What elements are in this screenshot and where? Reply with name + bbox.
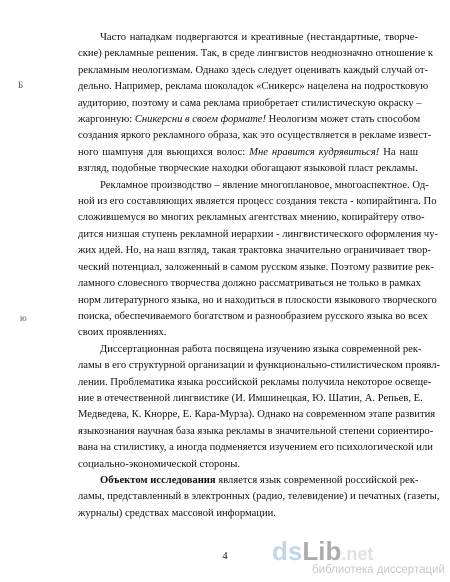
text-line: ние в отечественной лингвистике (И. Имшинецкая, Ю. Шатин, А. Репьев, Е.: [78, 392, 423, 404]
text-line: ламы в его структурной организации и функционально-стилистическом проявл-: [78, 360, 441, 372]
body-text: [78, 30, 441, 522]
text-line: дится низшая ступень рекламной иерархии - лингвистического оформления чу-: [78, 228, 439, 240]
watermark-net: .net: [341, 544, 374, 564]
text-fragment: На наш: [379, 146, 418, 158]
text-fragment: является язык современной российской рек-: [215, 474, 419, 486]
text-line: Медведева, К. Кнорре, Е. Кара-Мурза). Однако на современном этапе развития: [78, 409, 436, 421]
text-line: [78, 112, 421, 128]
text-line: ламы, представленный в электронных (радио, телевидение) и печатных (газеты,: [78, 491, 440, 503]
text-line: норм литературного языка, но и находиться в плоскости языкового творческого: [78, 294, 437, 306]
text-line: языкознания научная база языка рекламы в значительной степени сориентиро-: [78, 425, 434, 437]
page-number: 4: [222, 551, 228, 562]
text-line: [78, 145, 418, 161]
text-line: ские) рекламные решения. Так, в среде лингвистов неоднозначно отношение к: [78, 48, 434, 60]
text-line: Диссертационная работа посвящена изучению языка современной рек-: [100, 343, 422, 355]
text-line: создания яркого рекламного образа, как это осуществляется в рекламе извест-: [78, 130, 432, 142]
text-line: поиска, обеспечиваемого богатством и разнообразием русского языка во всех: [78, 310, 428, 322]
text-fragment: Неологизм может стать способом: [266, 114, 421, 126]
watermark-ds: ds: [272, 536, 303, 566]
bold-term: Объектом исследования: [100, 474, 216, 486]
watermark-subtitle: библиотека диссертаций: [312, 564, 445, 576]
text-line: рекламным неологизмам. Однако здесь следует оценивать каждый случай от-: [78, 64, 429, 76]
text-line: журналы) средствах массовой информации.: [78, 507, 276, 519]
text-fragment: жаргонную:: [78, 114, 135, 126]
text-line: ной из его составляющих является процесс создания текста - копирайтинга. По: [78, 196, 437, 208]
text-line: взгляд, подобные творческие находки обогащают языковой пласт рекламы.: [78, 163, 418, 175]
text-line: Рекламное производство – явление многоплановое, многоаспектное. Од-: [100, 179, 429, 191]
text-line: ламного словесного творчества должно рассматриваться не только в рамках: [78, 278, 421, 290]
text-line: вана на стилистику, а иногда подменяется изучением его психологической или: [78, 442, 433, 454]
text-line: своих проявлениях.: [78, 327, 167, 339]
italic-example: Мне нравится кудрявиться!: [249, 146, 380, 158]
text-line: Часто нападкам подвергаются и креативные (нестандартные, творче-: [100, 32, 418, 43]
text-line: ческий потенциал, заложенный в самом русском языке. Поэтому развитие рек-: [78, 261, 434, 273]
text-line: [78, 473, 418, 489]
margin-mark: ю: [20, 313, 27, 323]
text-fragment: ного шампуня для вьющихся волос:: [78, 146, 250, 158]
margin-mark: Б: [18, 80, 24, 90]
text-line: жих идей. Но, на наш взгляд, такая трактовка значительно ограничивает твор-: [78, 245, 431, 257]
text-line: социально-экономической стороны.: [78, 458, 241, 470]
italic-example: Сникерсни в своем формате!: [134, 114, 266, 126]
text-line: лении. Проблематика языка российской рекламы получила некоторое освеще-: [78, 376, 432, 388]
text-line: сложившемуся во многих рекламных агентствах мнению, копирайтеру отво-: [78, 212, 425, 224]
watermark-logo: [272, 536, 445, 576]
watermark-lib: Lib: [302, 536, 342, 566]
text-line: дельно. Например, реклама шоколадок «Сникерс» нацелена на подростковую: [78, 81, 429, 93]
text-line: аудиторию, поэтому и сама реклама приобретает стилистическую окраску –: [78, 97, 422, 109]
